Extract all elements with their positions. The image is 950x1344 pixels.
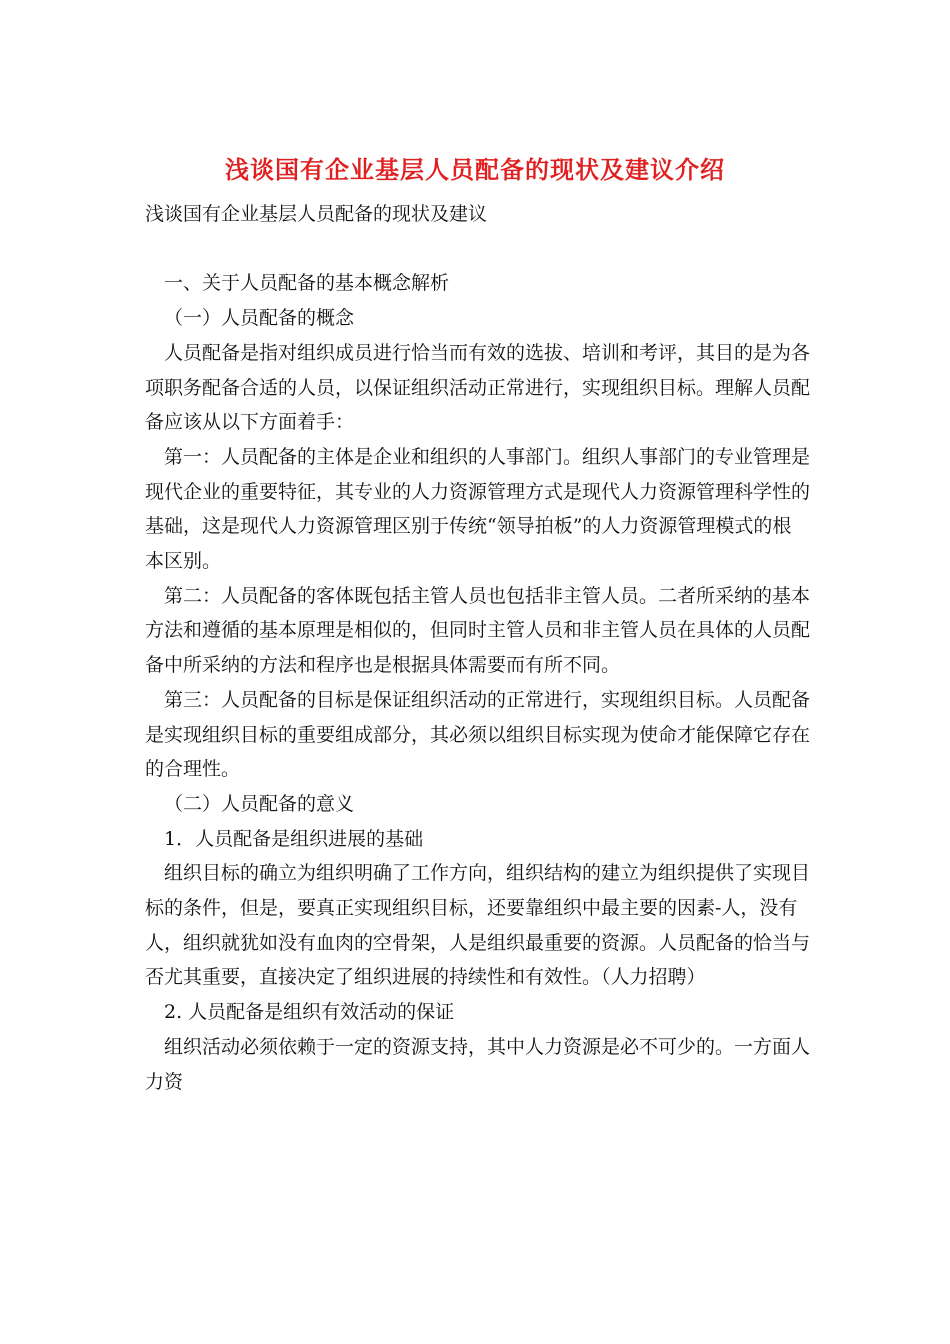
- document-title: 浅谈国有企业基层人员配备的现状及建议介绍: [225, 156, 725, 184]
- paragraph: 人员配备是指对组织成员进行恰当而有效的选拔、培训和考评，其目的是为各项职务配备合适的人员，以保证组织活动正常进行，实现组织目标。理解人员配备应该从以下方面着手：: [145, 341, 811, 434]
- document-subtitle: 浅谈国有企业基层人员配备的现状及建议: [145, 203, 488, 225]
- paragraph: 第一：人员配备的主体是企业和组织的人事部门。组织人事部门的专业管理是现代企业的重要特征，其专业的人力资源管理方式是现代人力资源管理科学性的基础，这是现代人力资源管理区别于传统“领导拍板”的人力资源管理模式的根本区别。: [145, 445, 811, 573]
- paragraph: 第二：人员配备的客体既包括主管人员也包括非主管人员。二者所采纳的基本方法和遵循的基本原理是相似的，但同时主管人员和非主管人员在具体的人员配备中所采纳的方法和程序也是根据具体需要而有所不同。: [145, 584, 811, 677]
- paragraph: 组织目标的确立为组织明确了工作方向，组织结构的建立为组织提供了实现目标的条件，但是，要真正实现组织目标，还要靠组织中最主要的因素-人，没有人，组织就犹如没有血肉的空骨架，人是组织最重要的资源。人员配备的恰当与否尤其重要，直接决定了组织进展的持续性和有效性。（人力招聘）: [145, 862, 811, 989]
- paragraph: 组织活动必须依赖于一定的资源支持，其中人力资源是必不可少的。一方面人力资: [145, 1035, 811, 1093]
- subsection-heading: （二）人员配备的意义: [164, 792, 355, 815]
- document-body: [145, 197, 810, 1099]
- subsection-heading: （一）人员配备的概念: [164, 307, 355, 330]
- item-heading: 2. 人员配备是组织有效活动的保证: [164, 1001, 455, 1024]
- blank-line: [145, 232, 810, 267]
- item-heading: 1．人员配备是组织进展的基础: [164, 827, 424, 850]
- section-heading: 一、关于人员配备的基本概念解析: [164, 272, 450, 295]
- paragraph: 第三：人员配备的目标是保证组织活动的正常进行，实现组织目标。人员配备是实现组织目标的重要组成部分，其必须以组织目标实现为使命才能保障它存在的合理性。: [145, 688, 811, 781]
